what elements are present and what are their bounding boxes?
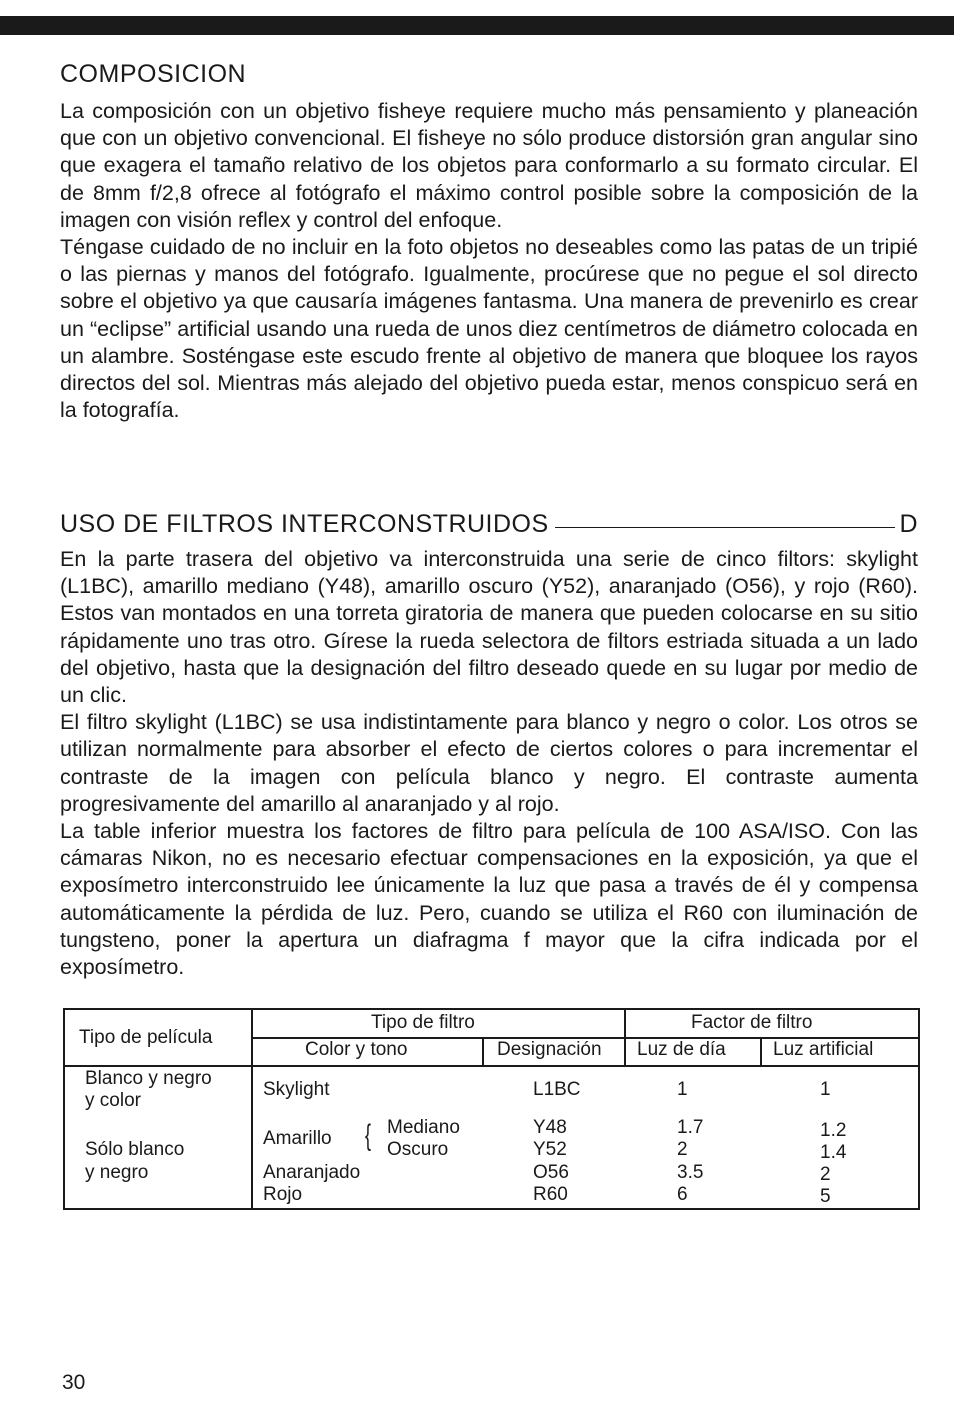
header-designation: Designación <box>497 1039 602 1060</box>
section-heading-composicion: COMPOSICION <box>60 60 247 88</box>
paragraph: La composición con un objetivo fisheye requiere mucho más pensamiento y planeación que con un objetivo convencional. El fisheye no sólo produce distorsión gran angular sino que exagera el tamaño relativo de los objetos para conformarlo a su formato circular. El de 8mm f/2,8 ofrece al fotógrafo el máximo control posible sobre la composición de la imagen con visión reflex y control del enfoque. <box>60 99 918 232</box>
table-rule <box>760 1037 762 1065</box>
filter-tone: Oscuro <box>387 1139 449 1160</box>
paragraph: El filtro skylight (L1BC) se usa indistintamente para blanco y negro o color. Los otros se utilizan normalmente para absorber el efecto de ciertos colores o para incrementar el contraste de la imagen con película blanco y negro. El contraste aumenta progresivamente del amarillo al anaranjado y al rojo. <box>60 710 918 816</box>
filter-name: Skylight <box>263 1079 330 1100</box>
section-title: USO DE FILTROS INTERCONSTRUIDOS <box>60 510 549 538</box>
paragraph: Téngase cuidado de no incluir en la foto objetos no deseables como las patas de un tripié o las piernas y manos del fotógrafo. Igualmente, procúrese que no pegue el sol directo sobre el objetivo ya que causaría imágenes fantasma. Una manera de prevenirlo es crear un “eclipse” artificial usando una rueda de unos diez centímetros de diámetro colocada en un alambre. Sosténgase este escudo frente al objetivo de manera que bloquee los rayos directos del sol. Mientras más alejado del objetivo pueda estar, menos conspicuo será en la fotografía. <box>60 235 918 423</box>
artificial-value: 2 <box>820 1164 831 1185</box>
filter-tone: Mediano <box>387 1117 460 1138</box>
daylight-value: 2 <box>677 1139 688 1160</box>
section-heading-filtros <box>60 510 918 539</box>
artificial-value: 1 <box>820 1079 831 1100</box>
daylight-value: 1.7 <box>677 1117 704 1138</box>
header-film-type: Tipo de película <box>79 1027 213 1048</box>
paragraph: La table inferior muestra los factores de filtro para película de 100 ASA/ISO. Con las cámaras Nikon, no es necesario efectuar compensaciones en la exposición, ya que el exposímetro interconstruido lee únicamente la luz que pasa a través de él y compensa automáticamente la pérdida de luz. Pero, cuando se utiliza el R60 con iluminación de tungsteno, poner la apertura un diafragma f mayor que la cifra indicada por el exposímetro. <box>60 819 918 980</box>
table-rule <box>482 1037 484 1065</box>
filter-name: Anaranjado <box>263 1162 361 1183</box>
header-color-tone: Color y tono <box>305 1039 408 1060</box>
designation-value: R60 <box>533 1184 568 1205</box>
header-filter-factor: Factor de filtro <box>691 1012 813 1033</box>
designation-value: Y48 <box>533 1117 567 1138</box>
table-rule <box>65 1065 918 1067</box>
header-filter-type: Tipo de filtro <box>371 1012 475 1033</box>
film-label: Blanco y negro <box>85 1068 212 1089</box>
daylight-value: 6 <box>677 1184 688 1205</box>
section-marker: D <box>899 510 918 538</box>
brace-symbol: { <box>365 1119 372 1152</box>
film-label: Sólo blanco <box>85 1139 185 1160</box>
table-rule <box>251 1010 253 1208</box>
filter-factor-table <box>63 1008 920 1210</box>
page-number: 30 <box>62 1371 86 1394</box>
designation-value: Y52 <box>533 1139 567 1160</box>
paragraph: En la parte trasera del objetivo va interconstruida una serie de cinco filtors: skylight (L1BC), amarillo mediano (Y48), amarillo oscuro (Y52), anaranjado (O56), y rojo (R60). Estos van montados en una torreta giratoria de manera que pueden colocarse en su sitio rápidamente uno tras otro. Gírese la rueda selectora de filtors estriada situada a un lado del objetivo, hasta que la designación del filtro deseado quede en su lugar por medio de un clic. <box>60 547 918 708</box>
daylight-value: 3.5 <box>677 1162 704 1183</box>
artificial-value: 1.4 <box>820 1142 847 1163</box>
film-label: y color <box>85 1090 141 1111</box>
film-label: y negro <box>85 1162 149 1183</box>
artificial-value: 5 <box>820 1186 831 1207</box>
filter-name: Rojo <box>263 1184 303 1205</box>
designation-value: L1BC <box>533 1079 581 1100</box>
heading-rule <box>555 527 896 528</box>
filtros-text <box>60 546 918 981</box>
designation-value: O56 <box>533 1162 569 1183</box>
daylight-value: 1 <box>677 1079 688 1100</box>
header-artificial: Luz artificial <box>773 1039 874 1060</box>
filter-name: Amarillo <box>263 1128 332 1149</box>
artificial-value: 1.2 <box>820 1120 847 1141</box>
top-black-bar <box>0 16 954 35</box>
header-daylight: Luz de día <box>637 1039 726 1060</box>
composicion-text <box>60 98 918 424</box>
